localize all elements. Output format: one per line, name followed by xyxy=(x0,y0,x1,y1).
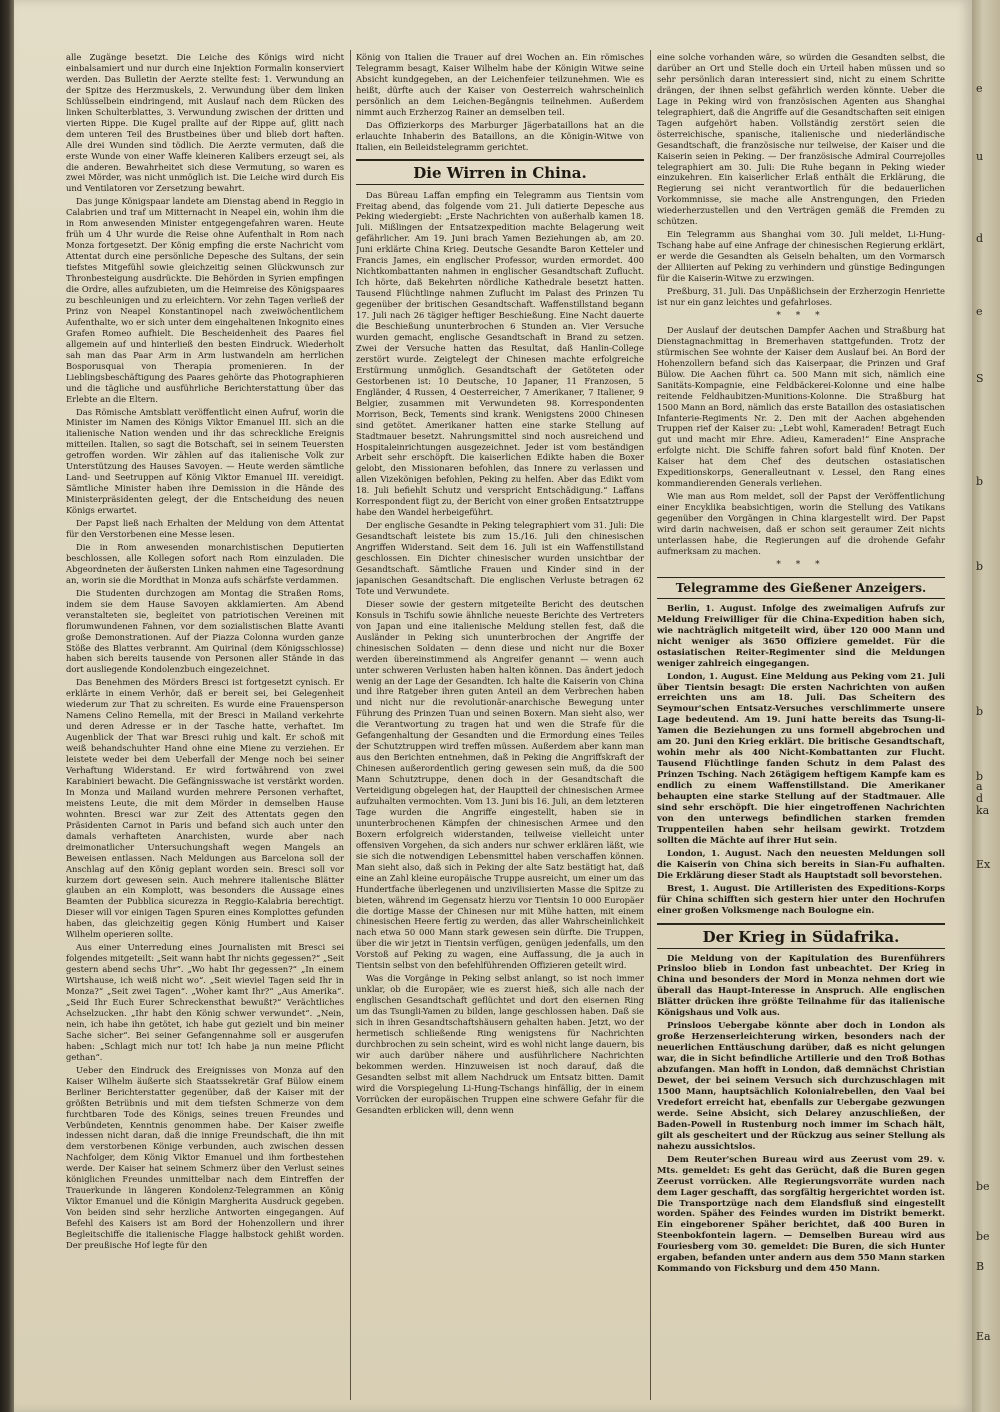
paragraph: Die Studenten durchzogen am Montag die Straßen Roms, indem sie dem Hause Savoyen akklamierten. Am Abend veranstalteten sie, begleitet von patriotischen Vereinen mit florumwundenen Fahnen, vor dem sozialistischen Blatte Avanti große Demonstrationen. Auf der Piazza Colonna wurden ganze Stöße des Blattes verbrannt. Am Quirinal (dem Königsschlosse) haben sich bereits tausende von Personen aller Stände in das dort ausliegende Kondolenzbuch eingezeichnet. xyxy=(66,587,344,675)
edge-fragment: e xyxy=(976,305,983,318)
separator-stars: * * * xyxy=(776,310,826,321)
paragraph: Die Meldung von der Kapitulation des Burenführers Prinsloo blieb in London fast unbeachtet. Der Krieg in China und besonders der Mord in Monza nehmen dort wie überall das Haupt-Interesse in Anspruch. Alle englischen Blätter drücken ihre größte Teilnahme für das italienische Königshaus und Volk aus. xyxy=(657,953,945,1019)
edge-fragment: u xyxy=(976,150,984,163)
paragraph: Das Römische Amtsblatt veröffentlicht einen Aufruf, worin die Minister im Namen des Königs Viktor Emanuel III. sich an die italienische Nation wenden und ihr das schreckliche Ereignis mitteilen. Italien, so sagt die Botschaft, sei in seinem Teuersten getroffen worden. Wir zählen auf das italienische Volk zur Unterstützung des Hauses Savoyen. — Heute werden sämtliche Land- und Seetruppen auf König Viktor Emanuel III. vereidigt. Sämtliche Minister haben ihre Demission in die Hände des Ministerpräsidenten gelegt, der die Entscheidung des neuen Königs erwartet. xyxy=(66,406,344,516)
edge-fragment: d xyxy=(976,792,984,805)
telegram-item: Berlin, 1. August. Infolge des zweimaligen Aufrufs zur Meldung Freiwilliger für die China-Expedition haben sich, wie nachträglich mitgeteilt wird, über 120 000 Mann und nicht weniger als 3650 Offiziere gemeldet. Für die ostasiatischen Reiter-Regimenter sind die Meldungen weniger zahlreich eingegangen. xyxy=(657,603,945,669)
edge-fragment: be xyxy=(976,1180,990,1193)
section-heading-telegrams: Telegramme des Gießener Anzeigers. xyxy=(657,577,945,599)
binding-shadow xyxy=(0,0,14,1412)
paragraph: Dieser sowie der gestern mitgeteilte Bericht des deutschen Konsuls in Tschifu sowie ähnliche neueste Berichte des Vertreters von Japan und eine italienische Meldung stellen fest, daß die Ausländer in Peking sich ununterbrochen der Angriffe der chinesischen Soldaten — denn diese und nicht nur die Boxer werden übereinstimmend als Angreifer genannt — wenn auch unter schweren Verlusten haben halten können. Das ändert jedoch wenig an der Lage der Gesandten. Ich halte die Kaiserin von China und ihre Ratgeber ihren guten Anteil an dem Verbrechen haben und nicht nur die revolutionär-anarchische Bewegung unter Führung des Prinzen Tuan und seinen Boxern. Man sieht also, wer die Verantwortung zu tragen hat und wen die Strafe für die Gefangenhaltung der Gesandten und die Ermordung eines Teiles der Schutztruppen wird treffen müssen. Außerdem aber kann man aus den Berichten entnehmen, daß in Peking die Angriffskraft der Chinesen außerordentlich gering gewesen sein muß, da die 500 Mann Schutztruppe, denen doch in der Gesandtschaft die Verteidigung obgelegen hat, der Hauptteil der chinesischen Armee aufzuhalten vermochten. Vom 13. Juni bis 16. Juli, an dem letzteren Tage wurden die Angriffe eingestellt, haben sie in ununterbrochenen Kämpfen der chinesischen Armee und den Boxern erfolgreich widerstanden, teilweise vielleicht unter offensiven Vorgehen, da sich anders nur schwer erklären läßt, wie sie sich die notwendigen Lebensmittel haben verschaffen können. Man sieht also, daß sich in Peking der alte Satz bestätigt hat, daß eine an Zahl kleine europäische Truppe ausreicht, um einer um das Hundertfache überlegenen und unzivilisierten Masse die Spitze zu bieten, während im Gegensatz hierzu vor Tientsin 10 000 Europäer die dortige Masse der Chinesen nur mit Mühe hatten, mit einem chinesischen Heere fertig zu werden, das aller Wahrscheinlichkeit nach etwa 50 000 Mann stark gewesen sein dürfte. Die Truppen, über die wir jetzt in Tientsin verfügen, genügen jedenfalls, um den Vorstoß auf Peking zu wagen, eine Auffassung, die ja auch in Tientsin selbst von den befehlführenden Offizieren geteilt wird. xyxy=(356,598,644,971)
edge-fragment: e xyxy=(976,82,983,95)
paragraph: Das Offizierkorps des Marburger Jägerbataillons hat an die erlauchte Inhaberin des Bataillons, an die Königin-Witwe von Italien, ein Beileidstelegramm gerichtet. xyxy=(356,119,644,152)
edge-fragment: b xyxy=(976,770,984,783)
edge-fragment: B xyxy=(976,1260,985,1273)
telegram-item: London, 1. August. Nach den neuesten Meldungen soll die Kaiserin von China sich bereits in Sian-Fu aufhalten. Die Erklärung dieser Stadt als Hauptstadt soll bevorstehen. xyxy=(657,848,945,881)
edge-fragment: a xyxy=(976,780,983,793)
paragraph: Ein Telegramm aus Shanghai vom 30. Juli meldet, Li-Hung-Tschang habe auf eine Anfrage der chinesischen Regierung erklärt, er werde die Gesandten als Geiseln behalten, um den Vormarsch der Alliierten auf Peking zu verhindern und günstige Bedingungen für die Kaiserin-Witwe zu erzwingen. xyxy=(657,229,945,284)
paragraph: Prinsloos Uebergabe könnte aber doch in London als große Herzenserleichterung wirken, besonders nach der neuerlichen Enttäuschung darüber, daß es nicht gelungen war, die in Sicht befindliche Artillerie und den Troß Bothas abzufangen. Man hofft in London, daß demnächst Christian Dewet, der bei seinem Versuch sich durchzuschlagen mit 1500 Mann, hauptsächlich Kolonialrebellen, den Vaal bei Vredefort erreicht hat, ebenfalls zur Uebergabe gezwungen werde. Seine Absicht, sich Delarey anzuschließen, der Baden-Powell in Rustenburg noch immer im Schach hält, gilt als gescheitert und der Rückzug aus seiner Stellung als nahezu aussichtslos. xyxy=(657,1021,945,1152)
column-1 xyxy=(66,52,344,1402)
paragraph: Wie man aus Rom meldet, soll der Papst der Veröffentlichung einer Encyklika beabsichtigen, worin die Stellung des Vatikans gegenüber den Vorgängen in China klargestellt wird. Der Papst wird darin nachweisen, daß er schon seit geraumer Zeit nichts unterlassen habe, die Regierungen auf die drohende Gefahr aufmerksam zu machen. xyxy=(657,491,945,556)
section-heading-china: Die Wirren in China. xyxy=(356,159,644,185)
paragraph: Preßburg, 31. Juli. Das Unpäßlichsein der Erzherzogin Henriette ist nur ein ganz leichtes und gefahrloses. xyxy=(657,286,945,307)
column-rule-1 xyxy=(350,50,351,1400)
edge-fragment: b xyxy=(976,705,984,718)
separator-stars: * * * xyxy=(776,559,826,570)
telegram-item: Brest, 1. August. Die Artilleristen des Expeditions-Korps für China schifften sich gestern hier unter den Hochrufen einer großen Volksmenge nach Boulogne ein. xyxy=(657,883,945,916)
paragraph: Das Büreau Laffan empfing ein Telegramm aus Tientsin vom Freitag abend, das folgende vom 21. Juli datierte Depesche aus Peking wiedergiebt: „Erste Nachrichten von außerhalb kamen 18. Juli. Mißlingen der Entsatzexpedition machte Belagerung weit gefährlicher. Am 19. Juni brach Yamen Beziehungen ab, am 20. Juni erklärte China Krieg. Deutsche Gesandte Baron Ketteler und Francis James, ein englischer Professor, wurden ermordet. 400 Nichtkombattanten nahmen in englischer Gesandtschaft Zuflucht. Ich hörte, daß Bekehrten nördliche Kathedrale besetzt hatten. Tausend Flüchtlinge nahmen Zuflucht im Palast des Prinzen Tu gegenüber der britischen Gesandtschaft. Waffenstillstand begann 17. Juli nach 26 tägiger heftiger Beschießung. Eine Nacht dauerte die Beschießung ununterbrochen 6 Stunden an. Vier Versuche wurden gemacht, englische Gesandtschaft in Brand zu setzen. Zwei der Versuche hatten das Resultat, daß Hanlin-College zerstört wurde. Zeigtelegt der Chinesen machte erfolgreiche Erstürmung unmöglich. Gesandtschaft der Getöteten oder Gestorbenen ist: 10 Deutsche, 10 Japaner, 11 Franzosen, 5 Engländer, 4 Russen, 4 Oesterreicher, 7 Amerikaner, 7 Italiener, 9 Belgier, zusammen mit Verwundeten 98. Korrespondenten Morrison, Beck, Tements sind krank. Wenigstens 2000 Chinesen sind getötet. Amerikaner hatten eine starke Stellung auf Stadtmauer besetzt. Nahrungsmittel sind noch ausreichend und Hospitaleinrichtungen ausgezeichnet. Jeder ist vom beständigen Arbeit sehr erschöpft. Die kaiserlichen Edikte haben die Boxer gelobt, den Missionaren befohlen, das Innere zu verlassen und allen Vizekönigen befohlen, Peking zu helfen. Aber das Edikt vom 18. Juli befiehlt Schutz und verspricht Entschädigung.“ Laffans Korrespondent fügt zu, der Bericht von einer großen Entsatztruppe habe den Wandel herbeigeführt. xyxy=(356,189,644,518)
paragraph: Der englische Gesandte in Peking telegraphiert vom 31. Juli: Die Gesandtschaft leistete bis zum 15./16. Juli den chinesischen Angriffen Widerstand. Seit dem 16. Juli ist ein Waffenstillstand geschlossen. Ein Dichter chinesischer wurden unsichtbar der Gesandtschaft. Sämtliche Frauen und Kinder sind in der japanischen Gesandtschaft. Die englischen Verluste betragen 62 Tote und Verwundete. xyxy=(356,520,644,596)
edge-fragment: be xyxy=(976,1230,990,1243)
edge-fragment: b xyxy=(976,475,984,488)
paragraph: eine solche vorhanden wäre, so würden die Gesandten selbst, die darüber an Ort und Stelle doch ein Urteil haben müssen und so sehr persönlich daran interessiert sind, nicht zu einem Schritte drängen, der ihnen selbst gefährlich werden könnte. Ueber die Lage in Peking wird von französischen Agenten aus Shanghai telegraphiert, daß die Angriffe auf die Gesandtschaften seit einigen Tagen aufgehört haben. Vollständig zerstört seien die österreichische, spanische, italienische und niederländische Gesandtschaft, die französische nur teilweise, der Kaiser und die Kaiserin seien in Peking. — Der französische Admiral Courrejolles telegraphiert am 30. Juli: Die Ruhe begann in Peking wieder einzukehren. Ein kaiserlicher Erlaß enthält die Erklärung, die Regierung sei nicht verantwortlich für die bedauerlichen Vorkommnisse, sie mache alle Anstrengungen, den Frieden wiederherzustellen und den Verträgen gemäß die Fremden zu schützen. xyxy=(657,52,945,227)
paragraph: Die in Rom anwesenden monarchistischen Deputierten beschlossen, alle Kollegen sofort nach Rom einzuladen. Die Abgeordneten der äußersten Linken nahmen eine Tagesordnung an, worin sie die Mordthat in Monza aufs schärfste verdammen. xyxy=(66,541,344,585)
column-3 xyxy=(657,52,945,1402)
paragraph: Der Auslauf der deutschen Dampfer Aachen und Straßburg hat Dienstagnachmittag in Bremerhaven stattgefunden. Trotz der stürmischen See wohnte der Kaiser dem Auslauf bei. An Bord der Hohenzollern befand sich das Kaiserpaar, die Prinzen und Graf Bülow. Die Aachen führt ca. 500 Mann mit sich, nämlich eine Sanitäts-Kompagnie, eine Feldbäckerei-Kolonne und eine halbe reitende Feldhaubitzen-Munitions-Kolonne. Die Straßburg hat 1500 Mann an Bord, nämlich das erste Bataillon des ostasiatischen Infanterie-Regiments Nr. 2. Den mit der Aachen abgehenden Truppen rief der Kaiser zu: „Lebt wohl, Kameraden! Betragt Euch gut und macht mir Ehre. Adieu, Kameraden!“ Eine Ansprache erfolgte nicht. Die Schiffe fahren sofort bald fünf Knoten. Der Kaiser hat dem Chef des deutschen ostasiatischen Expeditionskorps, Generalleutnant v. Lessel, den Rang eines kommandierenden Generals verliehen. xyxy=(657,324,945,489)
edge-fragment: S xyxy=(976,372,984,385)
paragraph: Aus einer Unterredung eines Journalisten mit Bresci sei folgendes mitgeteilt: „Seit wann habt Ihr nichts gegessen?“ „Seit gestern abend sechs Uhr“. „Wo habt Ihr gegessen?“ „In einem Wirtshause, ich weiß nicht wo“. „Seit wieviel Tagen seid Ihr in Monza?“ „Seit zwei Tagen“. „Woher kamt Ihr?“ „Aus Amerika“. „Seid Ihr Euch Eurer Schreckensthat bewußt?“ Verächtliches Achselzucken. „Ihr habt den König schwer verwundet“. „Nein, nein, ich habe ihn getötet, ich habe gut gezielt und bin meiner Sache sicher“. Bei seiner Gefangennahme soll er ausgerufen haben: „Schlagt mich nur tot! Ich habe ja nun meine Pflicht gethan“. xyxy=(66,942,344,1062)
paragraph: Dem Reuter'schen Bureau wird aus Zeerust vom 29. v. Mts. gemeldet: Es geht das Gerücht, daß die Buren gegen Zeerust vorrücken. Alle Regierungsvorräte wurden nach dem Lager geschafft, das sorgfältig hergerichtet worden ist. Die Transportzüge nach dem Elandsfluß sind eingestellt worden. Späher des Feindes wurden im Distrikt bemerkt. Ein eingeborener Späher berichtet, daß 400 Buren in Steenbokfontein lagern. — Demselben Bureau wird aus Fouriesberg vom 30. gemeldet: Die Buren, die sich Hunter ergaben, befanden unter andern aus dem 550 Mann starken Kommando von Ficksburg und dem 450 Mann. xyxy=(657,1154,945,1275)
edge-fragment: Ea xyxy=(976,1330,991,1343)
telegram-item: London, 1. August. Eine Meldung aus Peking vom 21. Juli über Tientsin besagt: Die ersten Nachrichten von außen erreichten uns am 18. Juli. Das Scheitern des Seymour'schen Entsatz-Versuches verschlimmerte unsere Lage bedeutend. Am 19. Juni hatte bereits das Tsung-li-Yamen die Beziehungen zu uns formell abgebrochen und am 20. Juni den Krieg erklärt. Die britische Gesandtschaft, wohin mehr als 400 Nicht-Kombattanten zur Flucht. Tausend Flüchtlinge fanden Schutz in dem Palast des Prinzen Tsching. Nach 26tägigem heftigem Kampfe kam es endlich zu einem Waffenstillstand. Die Amerikaner behaupten eine starke Stellung auf der Stadtmauer. Alle sind sehr erschöpft. Die hier eingetroffenen Nachrichten von den unterwegs befindlichen starken fremden Truppenteilen haben sehr heilsam gewirkt. Trotzdem sollten die Mächte auf ihrer Hut sein. xyxy=(657,671,945,846)
paragraph: Der Papst ließ nach Erhalten der Meldung von dem Attentat für den Verstorbenen eine Messe lesen. xyxy=(66,518,344,539)
edge-fragment: d xyxy=(976,232,984,245)
column-rule-2 xyxy=(650,50,651,1400)
adjacent-page-edge xyxy=(972,0,1000,1412)
edge-fragment: Ex xyxy=(976,858,991,871)
paragraph: Was die Vorgänge in Peking selbst anlangt, so ist noch immer unklar, ob die Europäer, wie es zuerst hieß, sich alle nach der englischen Gesandtschaft geflüchtet und dort den eisernen Ring um das Tsungli-Yamen zu bilden, lange geschlossen haben. Daß sie sich in ihren Gesandtschaftshäusern gehalten haben. Jetzt, wo der hermetisch schließende Ring wenigstens für Nachrichten durchbrochen zu sein scheint, wird es wohl nicht lange dauern, bis wir auch darüber nähere und ausführlichere Nachrichten bekommen werden. Hinzuweisen ist noch darauf, daß die Gesandten selbst mit allem Nachdruck um Entsatz bitten. Damit wird die Vorspiegelung Li-Hung-Tschangs hinfällig, der in einem Vorrücken der europäischen Truppen eine schwere Gefahr für die Gesandten erblicken will, denn wenn xyxy=(356,973,644,1115)
section-heading-south-africa: Der Krieg in Südafrika. xyxy=(657,923,945,949)
edge-fragment: b xyxy=(976,560,984,573)
paragraph: König von Italien die Trauer auf drei Wochen an. Ein römisches Telegramm besagt, Kaiser Wilhelm habe der Königin Witwe seine Absicht kundgegeben, an der Leichenfeier teilzunehmen. Wie es heißt, dürfte auch der Kaiser von Oesterreich wahrscheinlich persönlich an dem Leichen-Begängnis teilnehmen. Außerdem nimmt auch Erzherzog Rainer an demselben teil. xyxy=(356,52,644,117)
edge-fragment: ka xyxy=(976,804,990,817)
paragraph: Das junge Königspaar landete am Dienstag abend in Reggio in Calabrien und traf um Mitternacht in Neapel ein, wohin ihm die in Rom anwesenden Minister entgegengefahren waren. Heute früh um 4 Uhr wurde die Reise ohne Aufenthalt in Rom nach Monza fortgesetzt. Der König empfing die erste Nachricht vom Attentat durch eine persönliche Depesche des Sultans, der sein tiefstes Mitgefühl sowie gleichzeitig seinen Glückwunsch zur Thronbesteigung ausdrückte. Die Behörden in Syrien empfingen die Ordre, alles aufzubieten, um die Heimreise des Königspaares zu beschleunigen und zu erleichtern. Vor zehn Tagen verließ der Prinz von Neapel Konstantinopel nach zweiwöchentlichem Aufenthalte, wo er sich unter dem eingehaltenen Inkognito eines Grafen Romeo aufhielt. Die Bescheidenheit des Paares fiel allgemein auf und hinterließ den besten Eindruck. Wiederholt sah man das Paar Arm in Arm lustwandeln am herrlichen Bosporusquai von Therapia promenieren. In der Lieblingsbeschäftigung des Paares gehörte das Photographieren und die tägliche und ausführliche Berichterstattung über das Erlebte an die Eltern. xyxy=(66,196,344,404)
paragraph: alle Zugänge besetzt. Die Leiche des Königs wird nicht einbalsamiert und nur durch eine Injektion Formalin konserviert werden. Das Bulletin der Aerzte stellte fest: 1. Verwundung an der Spitze des Herzmuskels, 2. Verwundung über dem linken Schlüsselbein eindringend, mit Auslauf nach dem Rücken des linken Schulterblattes, 3. Verwundung zwischen der dritten und vierten Rippe. Die Kugel prallte auf der Rippe auf, glitt nach dem unteren Teil des Brustbeines über und blieb dort haften. Alle drei Wunden sind tödlich. Die Aerzte vermuten, daß die erste Wunde von einer Waffe kleineren Kalibers erzeugt sei, als die anderen. Bewahrheitet sich diese Vermutung, so waren es zwei Mörder, was nicht unmöglich ist. Die Leiche wird durch Eis und Ventilatoren vor Zersetzung bewahrt. xyxy=(66,52,344,194)
column-2 xyxy=(356,52,644,1402)
paragraph: Ueber den Eindruck des Ereignisses von Monza auf den Kaiser Wilhelm äußerte sich Staatssekretär Graf Bülow einem Berliner Berichterstatter gegenüber, daß der Kaiser mit der größten Betrübnis und mit dem tiefsten Schmerze von dem furchtbaren Tode des Königs, seines treuen Freundes und Verbündeten, Kenntnis genommen habe. Der Kaiser zweifle indessen nicht daran, daß die innige Freundschaft, die ihn mit dem verstorbenen Könige verbunden, auch zwischen dessen Nachfolger, dem König Viktor Emanuel und ihm fortbestehen werde. Der Kaiser hat seinem Schmerz über den Verlust seines königlichen Freundes unmittelbar nach dem Eintreffen der Trauerkunde in längeren Kondolenz-Telegrammen an König Viktor Emanuel und die Königin Margherita Ausdruck gegeben. Von beiden sind sehr herzliche Antworten eingegangen. Auf Befehl des Kaisers ist am Bord der Hohenzollern und ihrer Begleitschiffe die italienische Flagge halbstock gehißt worden. Der preußische Hof legte für den xyxy=(66,1064,344,1250)
paragraph: Das Benehmen des Mörders Bresci ist fortgesetzt cynisch. Er erklärte in einem Verhör, daß er bereit sei, bei Gelegenheit wiederum zur That zu schreiten. Es wurde eine Frauensperson Namens Celino Remella, mit der Bresci in Mailand verkehrte und deren Adresse er in der Tasche hatte, verhaftet. Im Augenblick der That war Bresci ruhig und kalt. Er schoß mit weiß behandschuhter Hand ohne eine Miene zu verziehen. Er leistete weder bei dem Ueberfall der Menge noch bei seiner Verhaftung Widerstand. Er wird fortwährend von zwei Karabinieri bewacht. Die Gefängnisswache ist verstärkt worden. In Monza und Mailand wurden mehrere Personen verhaftet, meistens Leute, die mit dem Mörder in demselben Hause wohnten. Bresci war zur Zeit des Attentats gegen den Präsidenten Carnot in Paris und befand sich auch unter den damals verhafteten Anarchisten, wurde aber nach dreimonatlicher Untersuchungshaft wegen Mangels an Beweisen entlassen. Nach Meldungen aus Barcelona soll der Anschlag auf den König geplant worden sein. Bresci soll vor kurzem dort gewesen sein. Auch mehrere italienische Blätter glauben an ein Komplott, was besonders die Aussage eines Beamten der Pubblica sicurezza in Reggio-Kalabria berechtigt. Dieser will vor einigen Tagen Spuren eines Komplottes gefunden haben, das gleichzeitig gegen König Humbert und Kaiser Wilhelm operieren sollte. xyxy=(66,677,344,940)
